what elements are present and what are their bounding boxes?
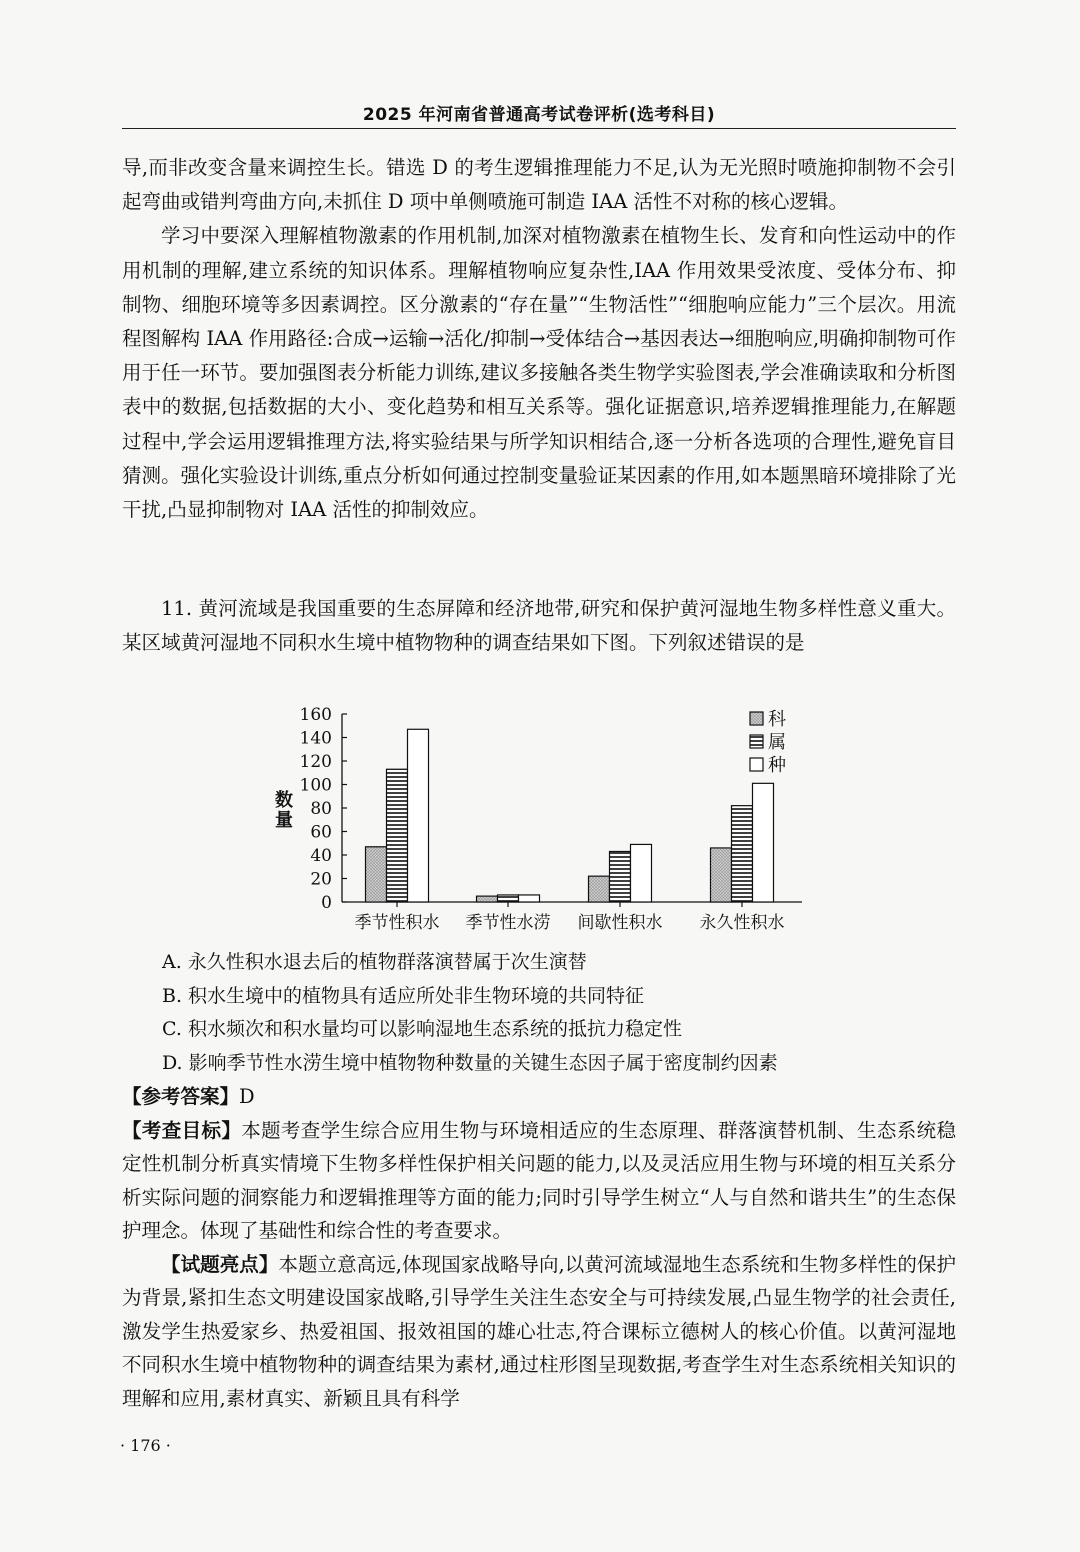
reference-answer-tag: 【参考答案】	[122, 1085, 240, 1108]
paragraph-1: 导,而非改变含量来调控生长。错选 D 的考生逻辑推理能力不足,认为无光照时喷施抑制物不会引起弯曲或错判弯曲方向,未抓住 D 项中单侧喷施可制造 IAA 活性不对称的核心逻辑。	[122, 156, 956, 214]
header-rule	[122, 128, 956, 129]
page-number: · 176 ·	[120, 1436, 171, 1455]
bar-属-永久性积水	[732, 806, 753, 902]
y-tick-label: 100	[299, 775, 332, 796]
legend-swatch	[750, 735, 763, 748]
question-stem-block	[122, 592, 956, 660]
legend-swatch	[750, 712, 763, 725]
bar-科-间歇性积水	[589, 876, 610, 902]
option-d: D. 影响季节性水涝生境中植物物种数量的关键生态因子属于密度制约因素	[162, 1051, 778, 1074]
exam-goal	[122, 1114, 956, 1248]
bar-chart	[262, 700, 822, 940]
question-highlight-text: 本题立意高远,体现国家战略导向,以黄河流域湿地生态系统和生物多样性的保护为背景,紧扣生态文明建设国家战略,引导学生关注生态安全与可持续发展,凸显生物学的社会责任,激发学生热爱家乡、热爱祖国、报效祖国的雄心壮志,符合课标立德树人的核心价值。以黄河湿地不同积水生境中植物物种的调查结果为素材,通过柱形图呈现数据,考查学生对生态系统相关知识的理解和应用,素材真实、新颖且具有科学	[122, 1252, 956, 1410]
bar-科-季节性积水	[366, 847, 387, 902]
bar-科-季节性水涝	[477, 896, 498, 902]
y-axis-label: 量	[275, 810, 293, 831]
legend-swatch	[750, 758, 763, 771]
bar-属-间歇性积水	[610, 851, 631, 902]
option-b: B. 积水生境中的植物具有适应所处非生物环境的共同特征	[162, 984, 645, 1007]
exam-goal-text: 本题考查学生综合应用生物与环境相适应的生态原理、群落演替机制、生态系统稳定性机制分析真实情境下生物多样性保护相关问题的能力,以及灵活应用生物与环境的相互关系分析实际问题的洞察能力和逻辑推理等方面的能力;同时引导学生树立“人与自然和谐共生”的生态保护理念。体现了基础性和综合性的考查要求。	[122, 1118, 956, 1242]
analysis-text	[122, 151, 956, 527]
answer-block	[122, 1080, 956, 1415]
y-tick-label: 20	[310, 869, 332, 890]
option-c: C. 积水频次和积水量均可以影响湿地生态系统的抵抗力稳定性	[162, 1018, 682, 1040]
reference-answer-value: D	[239, 1085, 255, 1108]
bar-属-季节性水涝	[498, 895, 519, 902]
paragraph-2: 学习中要深入理解植物激素的作用机制,加深对植物激素在植物生长、发育和向性运动中的作用机制的理解,建立系统的知识体系。理解植物响应复杂性,IAA 作用效果受浓度、受体分布、抑制物、细胞环境等多因素调控。区分激素的“存在量”“生物活性”“细胞响应能力”三个层次。用流程图解构 IAA 作用路径:合成→运输→活化/抑制→受体结合→基因表达→细胞响应,明确抑制物可作用于任一环节。要加强图表分析能力训练,建议多接触各类生物学实验图表,学会准确读取和分析图表中的数据,包括数据的大小、变化趋势和相互关系等。强化证据意识,培养逻辑推理能力,在解题过程中,学会运用逻辑推理方法,将实验结果与所学知识相结合,逐一分析各选项的合理性,避免盲目猜测。强化实验设计训练,重点分析如何通过控制变量验证某因素的作用,如本题黑暗环境排除了光干扰,凸显抑制物对 IAA 活性的抑制效应。	[122, 224, 956, 522]
reference-answer	[122, 1080, 956, 1114]
x-tick-label: 间歇性积水	[577, 913, 663, 933]
question-highlight-tag: 【试题亮点】	[161, 1252, 279, 1276]
y-tick-label: 40	[310, 846, 332, 866]
bar-属-季节性积水	[387, 769, 408, 902]
bar-科-永久性积水	[711, 848, 732, 902]
option-a: A. 永久性积水退去后的植物群落演替属于次生演替	[162, 951, 587, 973]
y-tick-label: 80	[310, 799, 332, 819]
x-tick-label: 季节性积水	[354, 913, 440, 933]
bar-种-永久性积水	[753, 783, 774, 902]
bar-种-季节性积水	[408, 729, 429, 902]
bar-种-间歇性积水	[631, 844, 652, 902]
legend-label: 属	[768, 732, 786, 753]
question-stem: 11. 黄河流域是我国重要的生态屏障和经济地带,研究和保护黄河湿地生物多样性意义重大。某区域黄河湿地不同积水生境中植物物种的调查结果如下图。下列叙述错误的是	[122, 597, 956, 654]
exam-goal-tag: 【考查目标】	[122, 1118, 242, 1142]
y-tick-label: 0	[321, 893, 332, 913]
x-tick-label: 季节性水涝	[465, 913, 551, 933]
page-header: 2025 年河南省普通高考试卷评析(选考科目)	[362, 105, 716, 125]
bar-种-季节性水涝	[519, 895, 540, 902]
question-highlight	[122, 1248, 956, 1416]
x-tick-label: 永久性积水	[699, 913, 785, 933]
y-axis-label: 数	[275, 790, 293, 811]
y-tick-label: 120	[299, 752, 332, 772]
y-tick-label: 160	[299, 705, 332, 725]
legend-label: 科	[768, 709, 786, 730]
y-tick-label: 60	[310, 822, 332, 843]
legend-label: 种	[768, 755, 786, 776]
options-list	[162, 946, 956, 1080]
y-tick-label: 140	[299, 728, 332, 749]
